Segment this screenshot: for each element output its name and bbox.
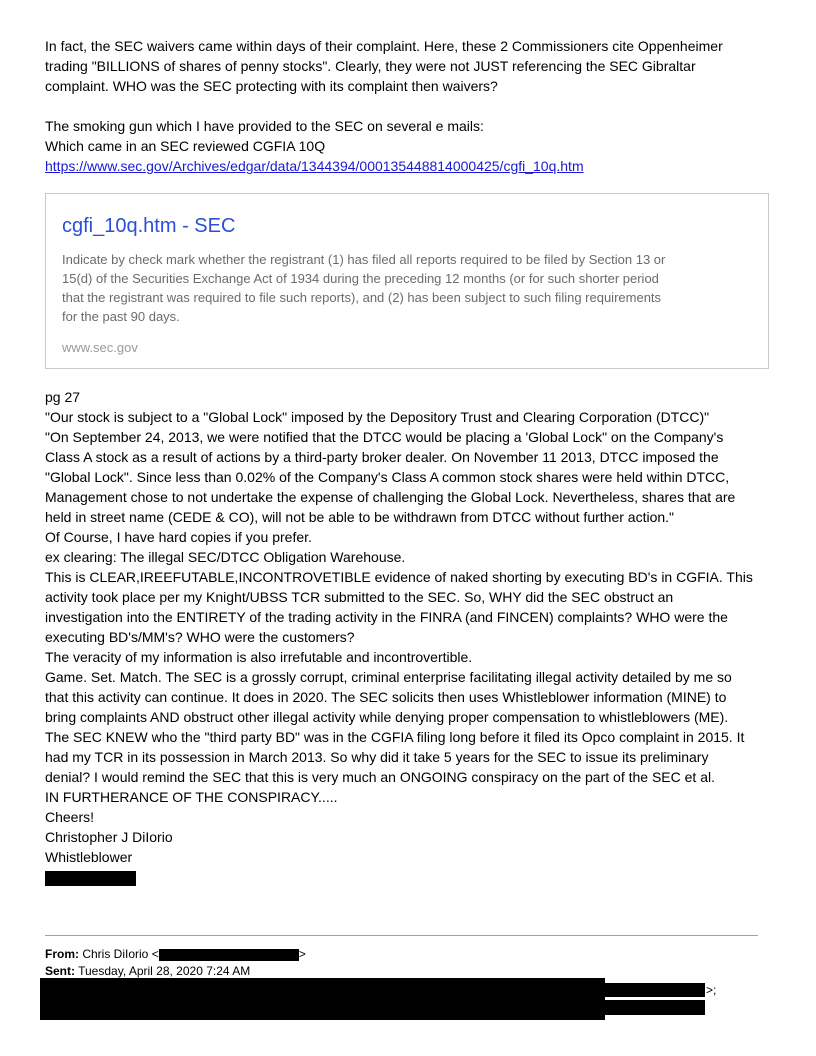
preview-card-description bbox=[62, 250, 722, 326]
body-line: Game. Set. Match. The SEC is a grossly corrupt, criminal enterprise facilitating illegal activity detailed by me so bbox=[45, 669, 732, 685]
body-line: The SEC KNEW who the "third party BD" was in the CGFIA filing long before it filed its Opco complaint in 2015. It bbox=[45, 729, 745, 745]
smoking-gun-line: Which came in an SEC reviewed CGFIA 10Q bbox=[45, 138, 326, 154]
preview-card-title[interactable]: cgfi_10q.htm - SEC bbox=[62, 215, 236, 237]
sec-filing-link[interactable]: https://www.sec.gov/Archives/edgar/data/1344394/000135448814000425/cgfi_10q.htm bbox=[45, 158, 584, 174]
body-line: activity took place per my Knight/UBSS TCR submitted to the SEC. So, WHY did the SEC obstruct an bbox=[45, 589, 674, 605]
body-line: denial? I would remind the SEC that this is very much an ONGOING conspiracy on the part of the SEC et al. bbox=[45, 769, 715, 785]
recipient-separator: >; bbox=[706, 983, 717, 997]
smoking-gun-line: The smoking gun which I have provided to the SEC on several e mails: bbox=[45, 118, 484, 134]
body-line: held in street name (CEDE & CO), will not be able to be withdrawn from DTCC without further action." bbox=[45, 509, 675, 525]
from-label: From: bbox=[45, 947, 79, 961]
sent-value: Tuesday, April 28, 2020 7:24 AM bbox=[78, 964, 251, 978]
body-line: Of Course, I have hard copies if you prefer. bbox=[45, 529, 312, 545]
body-line: Management chose to not undertake the expense of challenging the Global Lock. Nevertheless, shares that are bbox=[45, 489, 736, 505]
body-line: that this activity can continue. It does in 2020. The SEC solicits then uses Whistleblower information (MINE) to bbox=[45, 689, 727, 705]
body-line: pg 27 bbox=[45, 389, 81, 405]
intro-line: trading "BILLIONS of shares of penny stocks". Clearly, they were not JUST referencing the SEC Gibraltar bbox=[45, 58, 696, 74]
sent-row bbox=[45, 963, 250, 979]
body-line: "Global Lock". Since less than 0.02% of the Company's Class A common stock shares were held within DTCC, bbox=[45, 469, 730, 485]
body-line: had my TCR in its possession in March 2013. So why did it take 5 years for the SEC to issue its preliminary bbox=[45, 749, 709, 765]
redacted-recipients bbox=[40, 978, 605, 1020]
body-line: Class A stock as a result of actions by a third-party broker dealer. On November 11 2013, DTCC imposed the bbox=[45, 449, 719, 465]
body-line: ex clearing: The illegal SEC/DTCC Obligation Warehouse. bbox=[45, 549, 406, 565]
preview-desc-line: Indicate by check mark whether the registrant (1) has filed all reports required to be filed by Section 13 or bbox=[62, 252, 666, 267]
body-line: This is CLEAR,IREEFUTABLE,INCONTROVETIBLE evidence of naked shorting by executing BD's in CGFIA. This bbox=[45, 569, 753, 585]
from-row bbox=[45, 946, 306, 962]
preview-card-source: www.sec.gov bbox=[62, 340, 138, 355]
from-close: > bbox=[298, 947, 306, 961]
body-line: IN FURTHERANCE OF THE CONSPIRACY..... bbox=[45, 789, 338, 805]
intro-line: complaint. WHO was the SEC protecting with its complaint then waivers? bbox=[45, 78, 498, 94]
sent-label: Sent: bbox=[45, 964, 75, 978]
preview-desc-line: for the past 90 days. bbox=[62, 309, 180, 324]
body-line: The veracity of my information is also irrefutable and incontrovertible. bbox=[45, 649, 473, 665]
redacted-email bbox=[159, 949, 299, 961]
redacted-contact bbox=[45, 871, 136, 886]
redacted-recipient bbox=[605, 1000, 705, 1015]
body-line: "On September 24, 2013, we were notified that the DTCC would be placing a 'Global Lock" on the Company's bbox=[45, 429, 724, 445]
link-preview-card[interactable] bbox=[45, 193, 769, 369]
message-divider bbox=[45, 935, 758, 936]
body-line: bring complaints AND obstruct other illegal activity while denying proper compensation to whistleblowers (ME). bbox=[45, 709, 729, 725]
signature-name: Christopher J DiIorio bbox=[45, 829, 173, 845]
preview-desc-line: 15(d) of the Securities Exchange Act of 1934 during the preceding 12 months (or for such shorter period bbox=[62, 271, 659, 286]
signature-title: Whistleblower bbox=[45, 849, 133, 865]
email-body bbox=[45, 387, 775, 867]
body-line: executing BD's/MM's? WHO were the customers? bbox=[45, 629, 355, 645]
body-line: investigation into the ENTIRETY of the trading activity in the FINRA (and FINCEN) complaints? WHO were the bbox=[45, 609, 728, 625]
intro-section bbox=[45, 36, 773, 176]
preview-desc-line: that the registrant was required to file such reports), and (2) has been subject to such filing requirements bbox=[62, 290, 662, 305]
redacted-recipient bbox=[605, 983, 705, 997]
intro-line: In fact, the SEC waivers came within days of their complaint. Here, these 2 Commissioners cite Oppenheimer bbox=[45, 38, 723, 54]
from-name: Chris DiIorio < bbox=[82, 947, 159, 961]
body-line: "Our stock is subject to a "Global Lock" imposed by the Depository Trust and Clearing Corporation (DTCC)" bbox=[45, 409, 710, 425]
signoff: Cheers! bbox=[45, 809, 95, 825]
